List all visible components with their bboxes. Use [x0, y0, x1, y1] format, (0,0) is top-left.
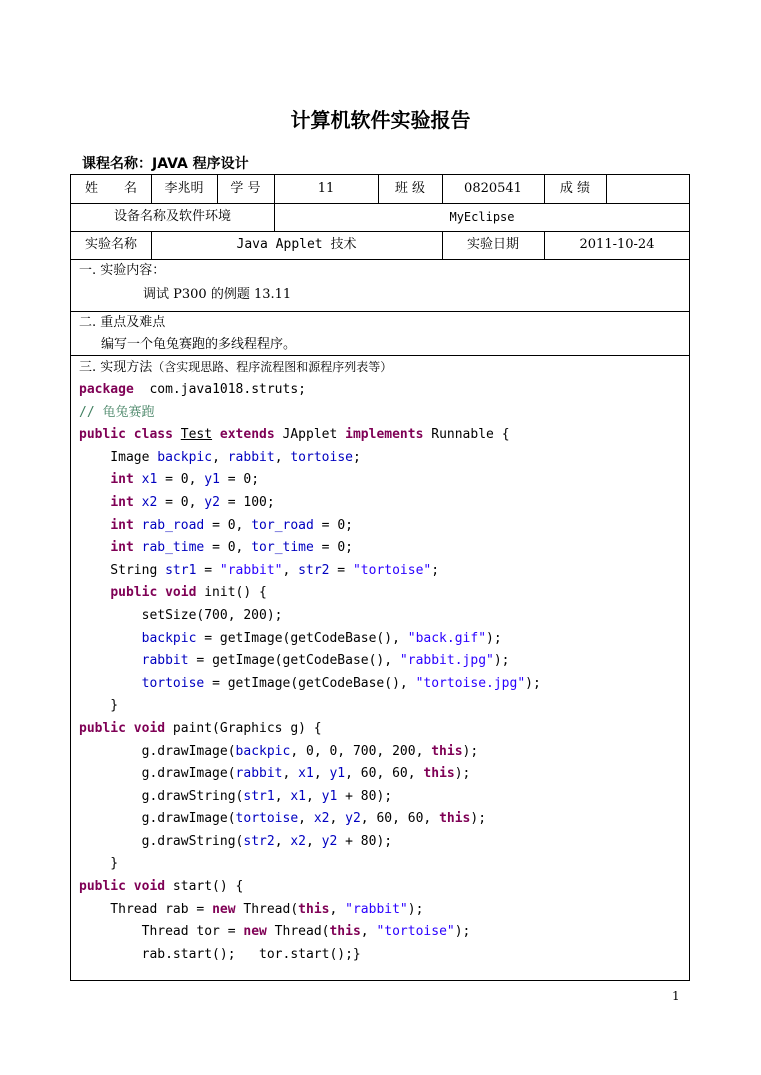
code-token: y2 [345, 811, 361, 827]
code-token: + 80); [337, 833, 393, 849]
code-token: Thread rab = [79, 901, 213, 917]
code-token: JApplet [274, 427, 346, 443]
code-token: this [329, 924, 361, 940]
code-token: public void [79, 720, 166, 736]
code-token: = 100; [219, 494, 275, 510]
code-token: tor_road [251, 517, 314, 533]
code-token: start() { [165, 879, 244, 895]
section3-heading-text: 三. 实现方法 [79, 360, 153, 375]
student-id-label: 学 号 [230, 181, 261, 196]
code-token: "rabbit.jpg" [399, 653, 494, 669]
code-token: int [110, 540, 134, 556]
report-title: 计算机软件实验报告 [290, 108, 471, 132]
code-token: ); [470, 811, 487, 827]
code-token: g.drawString( [79, 833, 244, 849]
section2-body: 编写一个龟兔赛跑的多线程程序。 [101, 337, 297, 352]
code-token: rabbit [235, 766, 283, 782]
code-token: x1 [290, 788, 306, 804]
code-token [79, 495, 110, 510]
code-token [134, 518, 142, 533]
code-token: tortoise [141, 675, 205, 691]
code-token: g.drawImage( [79, 811, 236, 827]
code-token [134, 540, 142, 555]
code-token: = [196, 562, 220, 578]
code-token: ); [462, 743, 479, 759]
code-token: "tortoise" [352, 562, 432, 578]
code-token: = getImage(getCodeBase(), [196, 630, 408, 646]
code-token [79, 585, 110, 600]
code-token: rabbit [227, 449, 275, 465]
section1-heading: 一. 实验内容： [79, 263, 166, 278]
code-token: ; [431, 562, 440, 578]
source-code-listing [79, 379, 541, 966]
code-token: rab.start(); tor.start();} [79, 946, 361, 962]
code-token: = 0; [313, 540, 353, 556]
code-token: y1 [329, 766, 346, 782]
code-token: , [282, 562, 299, 578]
code-token: ); [407, 901, 424, 917]
code-line [79, 515, 541, 538]
code-line [79, 650, 541, 673]
code-token: g.drawImage( [79, 766, 236, 782]
code-token: Thread( [266, 924, 330, 940]
code-token [79, 518, 110, 533]
code-token: , [306, 788, 322, 804]
code-token: Image [79, 449, 158, 465]
experiment-name-label: 实验名称 [84, 237, 137, 252]
code-line [79, 921, 541, 944]
code-token: , [313, 766, 330, 782]
code-token: this [431, 743, 463, 759]
code-token [134, 495, 142, 510]
code-token: public void [79, 879, 166, 895]
code-line [79, 605, 541, 628]
code-token: , [274, 449, 291, 465]
code-token: ); [486, 630, 502, 646]
code-token: } [79, 856, 119, 872]
page-number: 1 [672, 989, 680, 1003]
code-line [79, 741, 541, 764]
name-value: 李兆明 [164, 181, 204, 196]
class-value: 0820541 [464, 181, 522, 196]
code-token: ); [454, 924, 471, 940]
code-line [79, 831, 541, 854]
code-token: = [329, 562, 353, 578]
code-line [79, 673, 541, 696]
code-token: tor_time [251, 540, 314, 556]
code-token: "tortoise.jpg" [415, 675, 526, 691]
experiment-date-value: 2011-10-24 [579, 237, 655, 252]
code-token: , [274, 833, 291, 849]
code-token: public void [110, 585, 197, 601]
table-rule [606, 175, 607, 203]
code-line [79, 628, 541, 651]
code-token: = 0, [157, 472, 205, 488]
code-token: new [243, 924, 267, 940]
code-token: rab_time [141, 540, 205, 556]
code-token: = 0; [313, 517, 353, 533]
code-token: str1 [165, 562, 197, 578]
code-token: str2 [243, 833, 275, 849]
code-token: package [79, 382, 134, 397]
code-token: backpic [235, 743, 291, 759]
code-line [79, 944, 541, 967]
code-token: rab_road [141, 517, 205, 533]
code-line [79, 402, 541, 425]
code-token: String [79, 562, 166, 578]
code-token: + 80); [337, 788, 393, 804]
code-token: ); [493, 653, 510, 669]
code-token: paint(Graphics g) { [165, 720, 322, 736]
code-line [79, 853, 541, 876]
code-token: = 0, [204, 540, 252, 556]
code-line [79, 718, 541, 741]
section3-note: （含实现思路、程序流程图和源程序列表等） [152, 360, 393, 374]
code-token: = getImage(getCodeBase(), [204, 675, 416, 691]
section3-heading [79, 357, 392, 378]
code-token [134, 472, 142, 487]
code-token: init() { [196, 585, 267, 601]
code-token: int [110, 494, 134, 510]
code-line [79, 808, 541, 831]
environment-label: 设备名称及软件环境 [113, 209, 231, 224]
code-token: setSize(700, 200); [79, 607, 283, 623]
code-token: , [329, 811, 346, 827]
code-line [79, 763, 541, 786]
report-table [70, 174, 690, 981]
code-token: int [110, 517, 134, 533]
code-token: = 0; [219, 472, 260, 488]
code-token: Thread( [235, 901, 299, 917]
code-line [79, 379, 541, 402]
code-token [212, 427, 220, 442]
code-token: , [306, 833, 322, 849]
code-token [79, 653, 142, 668]
name-label: 姓 名 [84, 181, 137, 196]
code-token: "back.gif" [407, 630, 487, 646]
code-token: public class [79, 427, 173, 443]
experiment-date-label: 实验日期 [466, 237, 519, 252]
code-token: g.drawString( [79, 788, 244, 804]
code-token: x2 [141, 494, 158, 510]
code-token: // 龟兔赛跑 [79, 404, 155, 420]
code-token: "tortoise" [376, 924, 455, 940]
code-token: "rabbit" [219, 562, 283, 578]
code-token: backpic [157, 449, 213, 465]
code-token: str1 [243, 788, 275, 804]
code-token: x1 [298, 766, 314, 782]
code-line [79, 560, 541, 583]
experiment-name-value: Java Applet 技术 [236, 237, 357, 252]
code-token: y2 [204, 494, 220, 510]
code-token: = 0, [157, 494, 205, 510]
code-token [79, 676, 142, 691]
code-token: , [298, 811, 314, 827]
code-line [79, 469, 541, 492]
code-token: this [439, 811, 471, 827]
section2-heading: 二. 重点及难点 [79, 315, 166, 330]
code-token: rabbit [141, 653, 189, 669]
code-token: y1 [321, 788, 338, 804]
code-token: ); [525, 675, 541, 691]
code-token: tortoise [235, 811, 299, 827]
code-token: , 60, 60, [360, 811, 440, 827]
code-token: x1 [141, 472, 158, 488]
code-token: , [329, 901, 346, 917]
section1-body: 调试 P300 的例题 13.11 [143, 287, 292, 302]
code-token: new [212, 901, 236, 917]
code-token: x2 [290, 833, 306, 849]
code-token: ; [352, 449, 361, 465]
code-token: tortoise [290, 449, 353, 465]
code-token: Thread tor = [79, 924, 244, 940]
code-token: , [212, 449, 228, 465]
code-line [79, 899, 541, 922]
code-token: } [79, 698, 119, 714]
code-token: , 0, 0, 700, 200, [290, 743, 432, 759]
code-token: , [360, 924, 377, 940]
code-token: y2 [321, 833, 338, 849]
course-name: 课程名称：JAVA 程序设计 [82, 156, 249, 172]
code-token: this [423, 766, 455, 782]
code-token: backpic [141, 630, 197, 646]
code-token: Test [180, 427, 213, 443]
code-line [79, 695, 541, 718]
code-token: , 60, 60, [345, 766, 424, 782]
class-label: 班 级 [394, 181, 426, 196]
code-token: "rabbit" [345, 901, 408, 917]
code-token [79, 472, 110, 487]
student-id-value: 11 [317, 181, 335, 196]
code-token: g.drawImage( [79, 743, 236, 759]
score-label: 成 绩 [559, 181, 591, 196]
code-token: str2 [298, 562, 330, 578]
environment-value: MyEclipse [449, 210, 515, 224]
code-token [79, 631, 142, 646]
code-line [79, 537, 541, 560]
code-token: y1 [204, 472, 220, 488]
code-token: , [282, 766, 299, 782]
code-line [79, 876, 541, 899]
code-token: int [110, 472, 134, 488]
code-token: Runnable { [423, 427, 510, 443]
code-token: , [274, 788, 291, 804]
code-token: implements [345, 427, 424, 443]
code-token: ); [454, 766, 471, 782]
code-line [79, 447, 541, 470]
code-token: = 0, [204, 517, 252, 533]
code-token: x2 [313, 811, 330, 827]
code-token [79, 540, 110, 555]
code-token: extends [219, 427, 275, 443]
code-line [79, 582, 541, 605]
code-line [79, 424, 541, 447]
code-line [79, 786, 541, 809]
code-line [79, 492, 541, 515]
code-token: this [298, 901, 330, 917]
code-token: = getImage(getCodeBase(), [188, 653, 400, 669]
code-token: com.java1018.struts; [133, 382, 306, 397]
code-token [173, 427, 181, 442]
